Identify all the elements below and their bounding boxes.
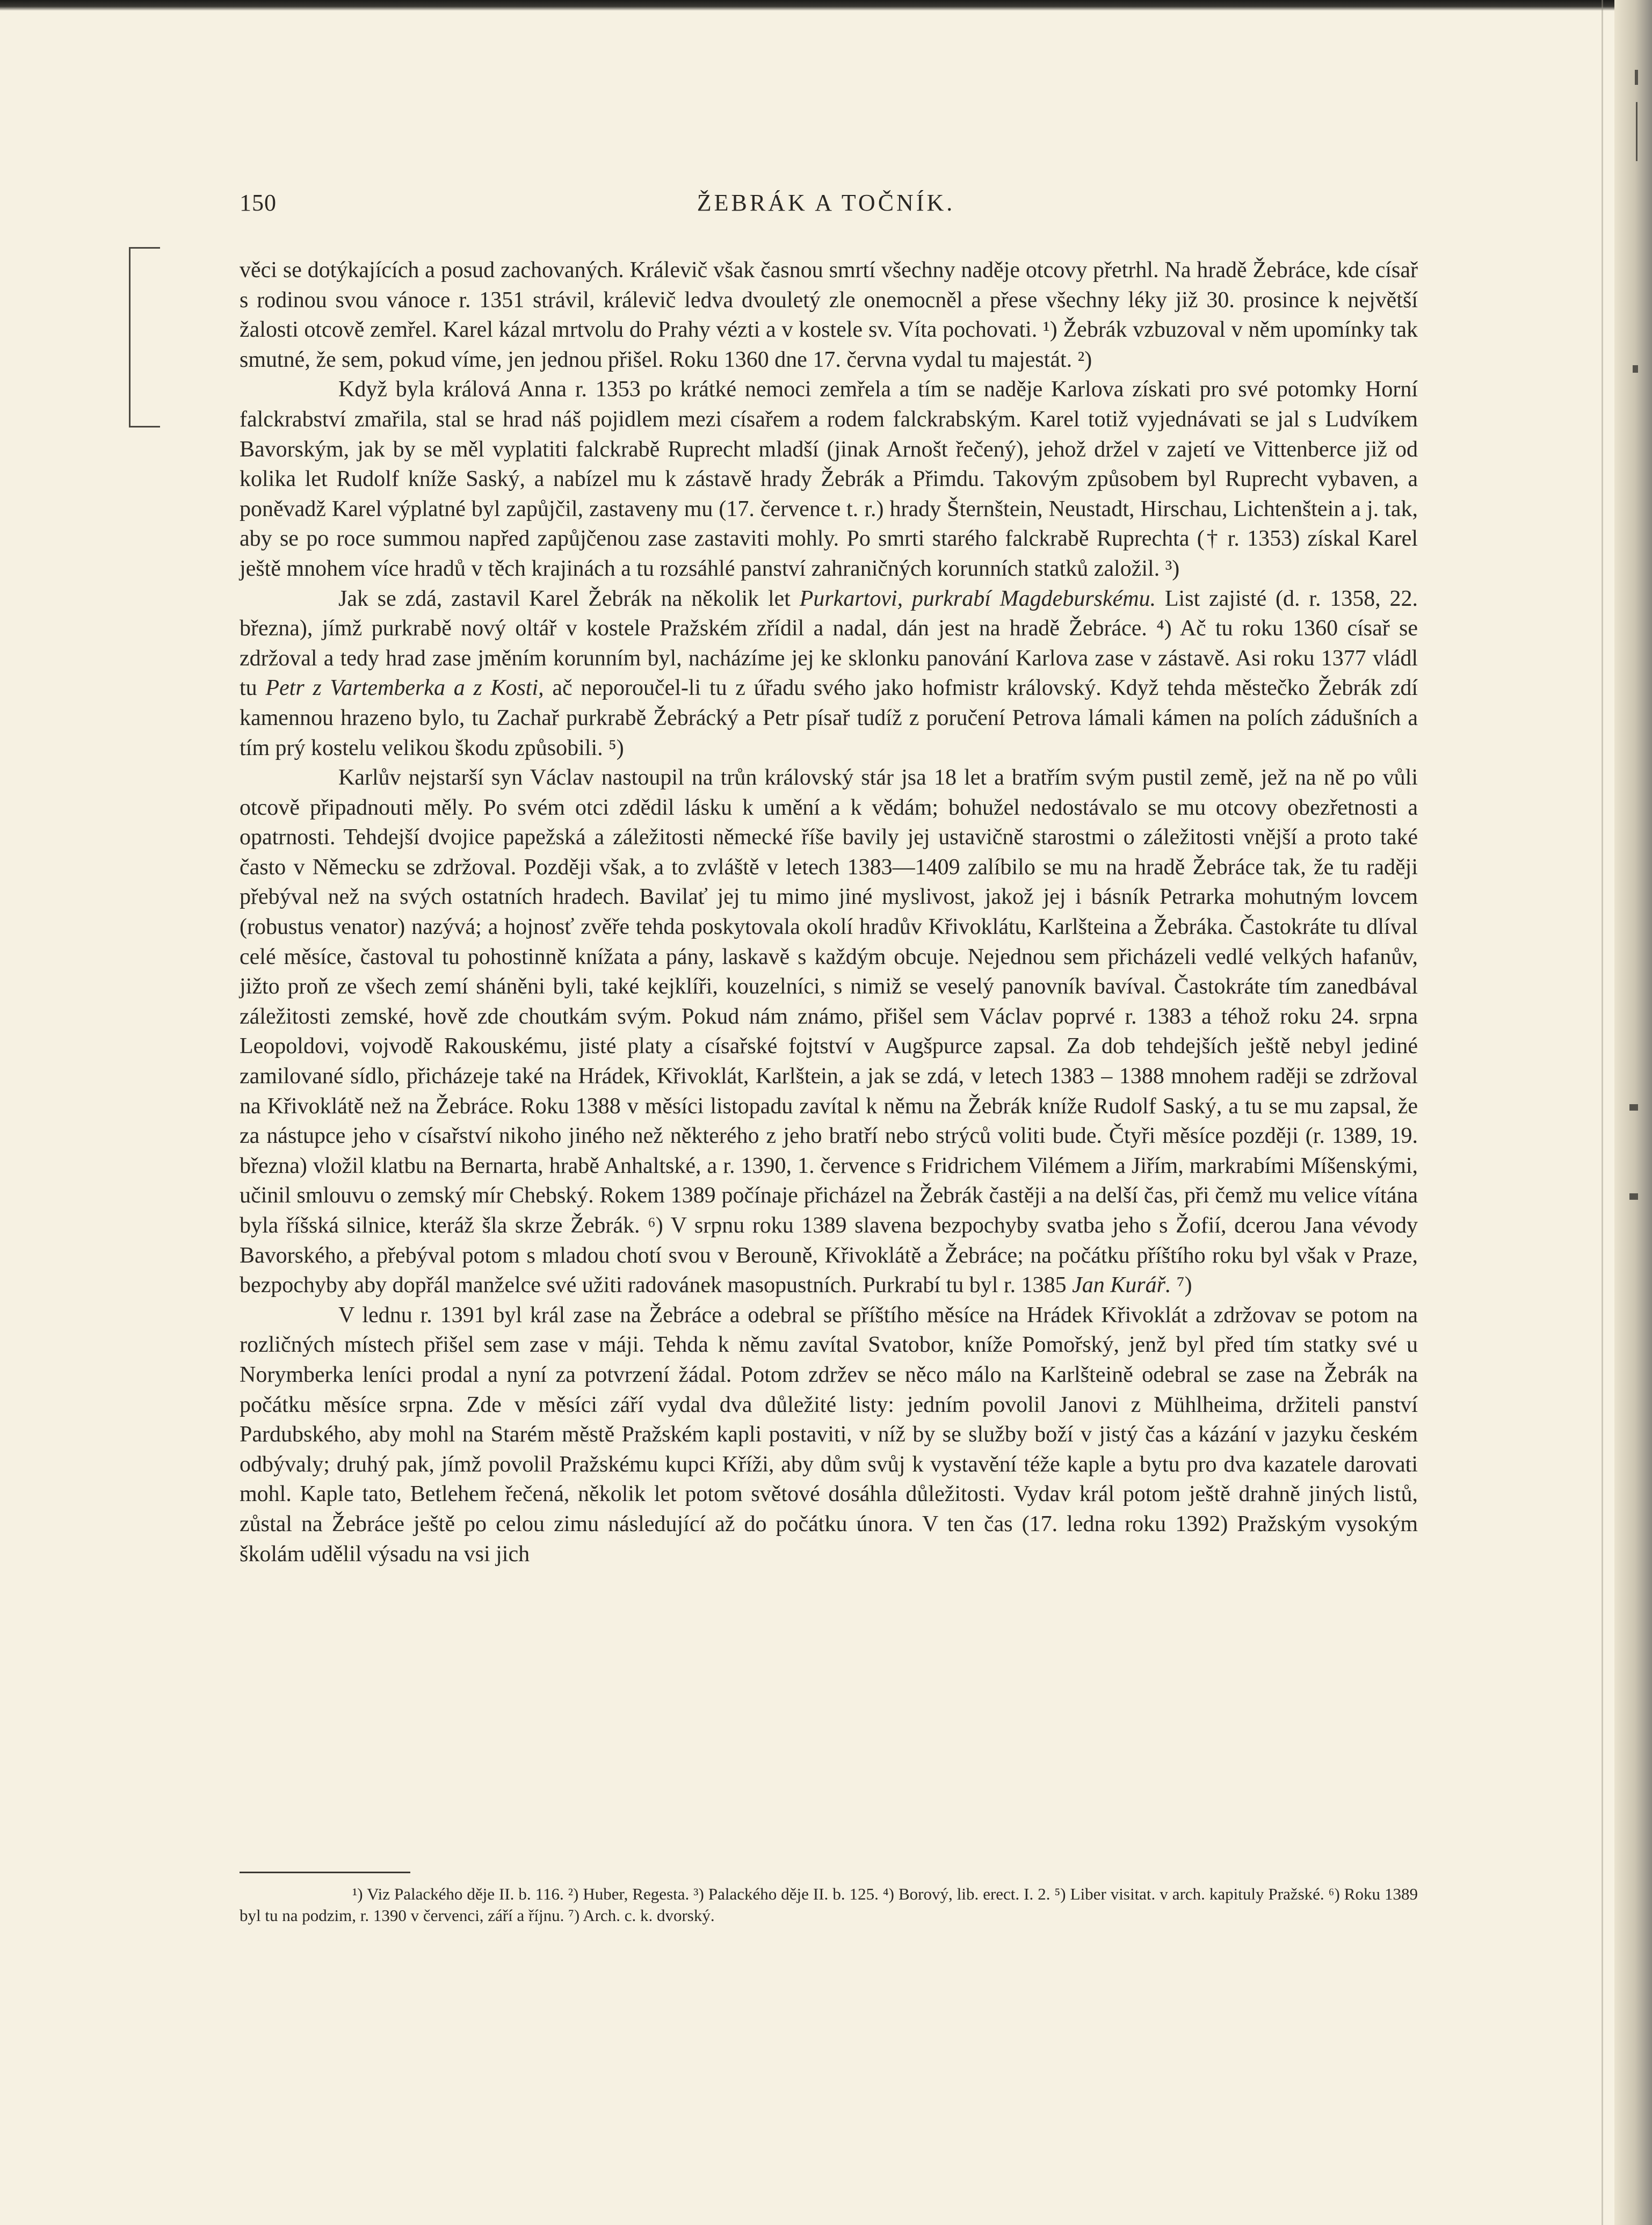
edge-mark bbox=[1635, 70, 1638, 85]
paragraph: V lednu r. 1391 byl král zase na Žebráce a odebral se příštího měsíce na Hrádek Křivoklát a zdržovav se potom na rozličných místech přišel sem zase v máji. Tehda k němu zavítal Svatobor, kníže Pomořský, jenž byl před tím statky své u Norymberka leníci prodal a nyní za potvrzení žádal. Potom zdržev se něco málo na Karlšteině odebral se zase na Žebrák na počátku měsíce srpna. Zde v měsíci září vydal dva důležité listy: jedním povolil Janovi z Mühlheima, držiteli panství Pardubského, aby mohl na Starém městě Pražském kapli postaviti, v níž by se služby boží v jistý čas a kázání v jazyku českém odbývaly; druhý pak, jímž povolil Pražskému kupci Kříži, aby dům svůj k vystavění téže kaple a bytu pro dva kazatele darovati mohl. Kaple tato, Betlehem řečená, několik let potom světové dosáhla důležitosti. Vydav král potom ještě drahně jiných listů, zůstal na Žebráce ještě po celou zimu následující až do počátku února. V ten čas (17. ledna roku 1392) Pražským vysokým školám udělil výsadu na vsi jich bbox=[240, 1302, 1418, 1567]
edge-mark bbox=[1629, 1104, 1638, 1111]
page-fold-line bbox=[1602, 0, 1603, 2225]
scan-right-edge bbox=[1614, 0, 1652, 2225]
paragraph: věci se dotýkajících a posud zachovaných. Králevič však časnou smrtí všechny naděje otcovy přetrhl. Na hradě Žebráce, kde císař s rodinou svou vánoce r. 1351 strávil, králevič ledva dvouletý zle onemocněl a přese všechny léky již 30. prosince k největší žalosti otcově zemřel. Karel kázal mrtvolu do Prahy vézti a v kostele sv. Víta pochovati. ¹) Žebrák vzbuzoval v něm upomínky tak smutné, že sem, pokud víme, jen jednou přišel. Roku 1360 dne 17. června vydal tu majestát. ²) bbox=[240, 258, 1418, 372]
margin-bracket-mark bbox=[129, 247, 160, 427]
page-number: 150 bbox=[240, 190, 277, 216]
paragraph: Karlův nejstarší syn Václav nastoupil na trůn královský stár jsa 18 let a bratřím svým pustil země, jež na ně po vůli otcově připadnouti měly. Po svém otci zdědil lásku k umění a k vědám; bohužel nedostávalo se mu otcovy obezřetnosti a opatrnosti. Tehdejší dvojice papežská a záležitosti německé říše bavily jej ustavičně starostmi o záležitosti vnější a proto také často v Německu se zdržoval. Později však, a to zvláště v letech 1383—1409 zalíbilo se mu na hradě Žebráce tak, že tu raději přebýval než na svých ostatních hradech. Bavilať jej tu mimo jiné myslivost, jakož jej i básník Petrarka mohutným lovcem (robustus venator) nazývá; a hojnosť zvěře tehda poskytovala okolí hradův Křivoklátu, Karlšteina a Žebráka. Častokráte tu dlíval celé měsíce, častoval tu pohostinně knížata a pány, laskavě s každým obcuje. Nejednou sem přicházeli vedlé velkých hafanův, jižto proň ze všech zemí sháněni byli, také kejklíři, kouzelníci, s nimiž se veselý panovník bavíval. Častokráte tím zanedbával záležitosti zemské, hově zde choutkám svým. Pokud nám známo, přišel sem Václav poprvé r. 1383 a téhož roku 24. srpna Leopoldovi, vojvodě Rakouskému, jisté platy a císařské fojtství v Augšpurce zapsal. Za dob tehdejších ještě nebyl jediné zamilované sídlo, přicházeje také na Hrádek, Křivoklát, Karlštein, a jak se zdá, v letech 1383 – 1388 mnohem raději se zdržoval na Křivoklátě než na Žebráce. Roku 1388 v měsíci listopadu zavítal k němu na Žebrák kníže Rudolf Saský, a tu se mu zapsal, že za nástupce jeho v císařství nikoho jiného než některého z jeho bratří nebo strýců voliti bude. Čtyři měsíce později (r. 1389, 19. března) vložil klatbu na Bernarta, hrabě Anhaltské, a r. 1390, 1. července s Fridrichem Vilémem a Jiřím, markrabími Míšenskými, učinil smlouvu o zemský mír Chebský. Rokem 1389 počínaje přicházel na Žebrák častěji a na delší čas, při čemž mu velice vítána byla říšská silnice, kteráž šla skrze Žebrák. ⁶) V srpnu roku 1389 slavena bezpochyby svatba jeho s Žofií, dcerou Jana vévody Bavorského, a přebýval potom s mladou chotí svou v Berouně, Křivoklátě a Žebráce; na počátku příštího roku byl však v Praze, bezpochyby aby dopřál manželce své užiti radovánek masopustních. Purkrabí tu byl r. 1385 Jan Kurář. ⁷) bbox=[240, 765, 1418, 1298]
body-text bbox=[240, 256, 1418, 1569]
paragraph: Když byla králová Anna r. 1353 po krátké nemoci zemřela a tím se naděje Karlova získati pro své potomky Horní falckrabství zmařila, stal se hrad náš pojidlem mezi císařem a rodem falckrabským. Karel totiž vyjednávati se jal s Ludvíkem Bavorským, jak by se měl vyplatiti falckrabě Ruprecht mladší (jinak Arnošt řečený), jehož držel v zajetí ve Vittenberce již od kolika let Rudolf kníže Saský, a nabízel mu k zástavě hrady Žebrák a Přimdu. Takovým způsobem byl Ruprecht vybaven, a poněvadž Karel výplatné byl zapůjčil, zastaveny mu (17. července t. r.) hrady Šternštein, Neustadt, Hirschau, Lichtenštein a j. tak, aby se po roce summou napřed zapůjčenou zase zastaviti mohly. Po smrti starého falckrabě Ruprechta († r. 1353) získal Karel ještě mnohem více hradů v těch krajinách a tu rozsáhlé panství zahraničných korunních statků založil. ³) bbox=[240, 377, 1418, 581]
margin-tick-mark: — bbox=[132, 414, 153, 437]
running-title: ŽEBRÁK A TOČNÍK. bbox=[697, 190, 955, 216]
edge-mark bbox=[1633, 365, 1638, 373]
paragraph: Jak se zdá, zastavil Karel Žebrák na několik let Purkartovi, purkrabí Magdeburskému. List zajisté (d. r. 1358, 22. března), jímž purkrabě nový oltář v kostele Pražském zřídil a nadal, dán jest na hradě Žebráce. ⁴) Ač tu roku 1360 císař se zdržoval a tedy hrad zase jměním korunním byl, nacházíme jej ke sklonku panování Karlova zase v zástavě. Asi roku 1377 vládl tu Petr z Vartemberka a z Kosti, ač neporoučel-li tu z úřadu svého jako hofmistr královský. Když tehda městečko Žebrák zdí kamennou hrazeno bylo, tu Zachař purkrabě Žebrácký a Petr písař tudíž z poručení Petrova lámali kámen na polích zádušních a tím prý kostelu velikou škodu způsobili. ⁵) bbox=[240, 586, 1418, 760]
edge-mark bbox=[1629, 1193, 1638, 1200]
footnote-rule bbox=[240, 1872, 410, 1873]
scan-top-edge bbox=[0, 0, 1652, 11]
edge-mark bbox=[1636, 102, 1637, 161]
footnotes: ¹) Viz Palackého děje II. b. 116. ²) Huber, Regesta. ³) Palackého děje II. b. 125. ⁴) Borový, lib. erect. I. 2. ⁵) Liber visitat. v arch. kapituly Pražské. ⁶) Roku 1389 byl tu na podzim, r. 1390 v červenci, září a říjnu. ⁷) Arch. c. k. dvorský. bbox=[240, 1885, 1418, 1925]
